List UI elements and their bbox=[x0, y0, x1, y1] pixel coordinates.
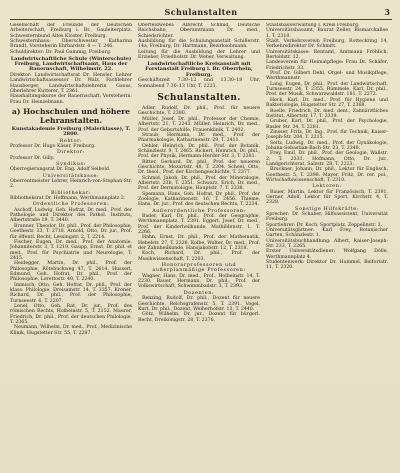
section-label: Bibliothekar: bbox=[50, 189, 92, 196]
paragraph: Koch, Richard, Dr. phil., Prof. der Musikwissenschaft, T. 2203. bbox=[138, 251, 260, 262]
section-label: Universitätskasse: bbox=[42, 172, 100, 179]
paragraph: Götz, Wilhelm, Dr. jur., Dozent für bürgerl. Recht, Dreikönigstr. 28, T. 2376. bbox=[138, 312, 260, 323]
section-label: Ordentliche Professoren: bbox=[32, 201, 110, 208]
paragraph: Universitätsbuchhandlung: Albert, Kaiser-Joseph-Str. 233, T. 2265. bbox=[266, 238, 388, 250]
paragraph: Universitätskasse: Rentamt, Amtmann Fröhlich, Bertoldstr. 12. bbox=[266, 49, 388, 61]
paragraph: Schwesternhaus: Oberschwester Katharina Brandt, Vorsteherin Ehrhardstr. 4 — T. 246. bbox=[10, 39, 132, 50]
paragraph: Seitz, Ludwig, Dr. med., Prof. der Gynäkologie, Johann-Sebastian-Bach-Str. 23, T. 2349. bbox=[266, 140, 388, 151]
paragraph: Immisch, Otto, Geh. Hofrat, Dr. phil., Prof. der klass. Philologie, Dreisamstr. 14, T. 3357. Kroner, Richard, Dr. phil., Prof. der Philosophie, Turnseestr. 6, T. 2207. bbox=[10, 282, 132, 304]
paragraph: Direktor: Landwirtschaftsrat Dr. Hensler, Lehrer Landwirtschaftsassessor Dr. Walz, Fachlehrer Hausberger, Landwirtschaftslehrerin Gauss, Oberlehrer Kutterer, T. 2361. bbox=[10, 73, 132, 95]
paragraph: Schmid, Jakob, Dr. phil., Prof. der Mineralogie, Albertstr. 23b, T. 2351. Schwarz, Erich, Dr. med., Prof. der Dermatologie, Hauptstr. 7, T. 2338. bbox=[138, 175, 260, 192]
paragraph: Hahn, Ernst, Dr. phil., Prof. der Mathematik, Hebelstr. 27, T. 2228. Kolbe, Walter, Dr. med., Prof. der Zahnheilkunde, Hansjakobstr. 12, T. 2318. bbox=[138, 235, 260, 252]
paragraph: Aschoff, Ludwig, Geh. Hofrat, Dr. med., Prof. der Pathologie und Direktor des Pathol. Instituts, Albertstraße 19, T. 3440. bbox=[10, 207, 132, 224]
section-label: Außerordentliche Professoren: bbox=[152, 207, 246, 214]
paragraph: Studentenwerk: Direktor Dr. Hummel, Belfortstr. 11, T. 2320. bbox=[266, 260, 388, 271]
paragraph: Leitung für die Ausbildung der Lehrer und Erzieher, Friedhofstr. Dr. Weber, Verwaltung. bbox=[138, 49, 260, 61]
paragraph: Heidegger, Martin, Dr. phil., Prof. der Philosophie, Rötebuckweg 47, T. 2614. Husserl, Edmund, Geh. Hofrat, Dr. phil., Prof. der Philosophie, Lorettostr. 40, T. 2240. bbox=[10, 261, 132, 283]
paragraph: Erster Universitätsdiener: Wolfgang Dölle, Werthmannplatz 4. bbox=[266, 249, 388, 260]
paragraph: Gruber, Karl, Dr. phil., Prof. der Psychologie, Basler Str. 34, T. 2281. bbox=[266, 119, 388, 130]
paragraph: Ausbildung für die Schulungsanstalt Schillerstr. 14a, Freiburg, Dr. Hartmann, Bezirksobmann. bbox=[138, 39, 260, 50]
institution-heading: Kunstakademie Freiburg (Malerklasse), T. 2800. bbox=[11, 125, 131, 138]
paragraph: Universitätsbauamt, Baurat Zeller, Bismarckallee 1, T. 2310. bbox=[266, 28, 388, 39]
paragraph: Heck, Karl, Dr. med., Prof. für Hygiene und Bakteriologie, Hugstetter Str. 27, T. 2368. bbox=[266, 97, 388, 109]
paragraph: Fischer, Eugen, Dr. med., Prof. der Anatomie, Johanniterstr. 3, T. 1219. Gaupp, Ernst, Dr. phil. et med., Prof. für Psychiatrie und Neurologie, T. 2415. bbox=[10, 239, 132, 261]
section-label: Honorarprofessoren und außerplanmäßige Professoren: bbox=[152, 262, 246, 274]
paragraph: Ritter, Gerhard, Dr. phil., Prof. der neueren Geschichte, Mozartstr. 48, T. 2204. Scheel, Otto, Dr. theol., Prof. der Kirchengeschichte, T. 2377. bbox=[138, 159, 260, 176]
paragraph: Oberfeldwebel: Albrecht Schmid, Deutsche Reichsbahn, Oberamtmann Dr. med., Schiedsrichter. bbox=[138, 23, 260, 39]
paragraph: Sprecher: Dr. Schaber, Hilfsassistent, Universität Freiburg. bbox=[266, 212, 388, 223]
paragraph: Landesverein für Heimatpflege: Frau Dr. Schäfer, Friedrichstr. 33. bbox=[266, 60, 388, 71]
column-left bbox=[10, 23, 132, 471]
institution-heading: Landwirtschaftliche Kreisanstalt mit Forstanstalt Freiburg i. Br. Oberrhein, Freiburg. bbox=[145, 60, 253, 78]
paragraph: Oberregierungsrat Dr. Eng. Adolf Seibold. bbox=[10, 167, 111, 173]
column-right bbox=[266, 23, 388, 471]
paragraph: Sportlehrer: Dr. Koch, Sportplatz, Zeppelinstr. 3. bbox=[266, 222, 383, 228]
paragraph: Geschäftszeit 7.30–12 und 13.30–18 Uhr, Sonnabend 7.30–13 Uhr, T. 2223. bbox=[138, 78, 260, 89]
page-header bbox=[10, 7, 392, 20]
paragraph: Neumann, Wilhelm, Dr. med., Prof., Medizinische Klinik, Hugstetter Str. 55, T. 2287. bbox=[10, 325, 132, 336]
section-label: Lektoren: bbox=[312, 183, 342, 190]
institution-heading: Landwirtschaftliche Schule (Winterschule) Freiburg, Landwirtschaftsamt, Haus der Bauernschaft, Wilhelmstr. 22. bbox=[10, 55, 132, 73]
paragraph: Professor Dr. Gilly. bbox=[10, 155, 55, 161]
paragraph: Benzing, Rudolf, Dr. phil., Dozent für neuere Geschichte, Reichsgrafenstr. 5, T. 2391. Vogel, Kurt, Dr. phil., Dozent, Weiherhofstr. 13, T. 2440. bbox=[138, 296, 260, 312]
paragraph: Brunner, Theodor, Dr. phil., Prof. der Philosophie, Goethestr. 33, T. 2718. Arnold, Otto, Dr. jur., Prof. für öffentl. Recht, Lessingstr. 2, T. 2214. bbox=[10, 223, 132, 240]
paragraph: Oberrentmeister Lehrer, Heinrich-von-Stephan-Str. 2. bbox=[10, 179, 132, 190]
paragraph: Frey, Emil, Dr. phil., Prof. der Geologie, Wallstr. 2, T. 2331. Hofmann, Otto, Dr. jur., Landgerichtsrat, Salzstr. 28, T. 2223. bbox=[266, 151, 388, 167]
section-heading: a) Hochschulen und höhere Lehranstalten. bbox=[11, 107, 131, 125]
running-head: Schulanstalten bbox=[164, 7, 238, 17]
paragraph: Oehler, Heinrich, Dr. phil., Prof. der Botanik, Schänzlestr. 9, T. 2465. Rickert, Heinrich, Dr. phil., Prof. der Physik, Hermann-Herder-Str. 3, T. 2381. bbox=[138, 143, 260, 160]
paragraph: Bauer, Martin, Lektor für Französisch, T. 2391. Gerner, Adolf, Lektor für Sport, Kirchstr. 4, T. 2328. bbox=[266, 189, 388, 206]
paragraph: Zinsser, Fritz, Dr. Ing., Prof. für Technik, Kaiser-Joseph-Str. 204, T. 2215. bbox=[266, 129, 388, 141]
paragraph: Spemann, Hans, Geh. Hofrat, Dr. phil., Prof. der Zoologie, Katharinenstr. 16, T. 2456. Thieme, Hans, Dr. jur., Prof. des deutschen Rechts, T. 2234. bbox=[138, 191, 260, 208]
paragraph: Haushaltungskurse der Bauernschaft, Vorsteherin: Frau Dr. Heinzelmann. bbox=[10, 94, 132, 105]
paragraph: Adler, Rudolf, Dr. phil., Prof. für neuere Geschichte, T. 2380. bbox=[138, 106, 260, 117]
text-columns bbox=[10, 23, 392, 471]
chapter-heading: Schulanstalten. bbox=[157, 93, 241, 104]
paragraph: Wagner, Hans, Dr. med., Prof., Holbeinstr. 14, T. 2230. Bauer, Hermann, Dr. phil., Prof. der Volkswirtschaft, Schwimmbadstr. 3, T. 2393. bbox=[138, 273, 260, 290]
paragraph: Bader, Karl, Dr. phil., Prof. der Geographie, Werthmannplatz, T. 2391. Eggert, Josef, Dr. med., Prof. der Kinderheilkunde, Mathildenstr. 1, T. 2266. bbox=[138, 214, 260, 236]
section-label: Rektor: bbox=[59, 137, 83, 144]
column-middle bbox=[138, 23, 260, 471]
paragraph: Bruckner, Johann, Dr. phil., Lektor für Englisch, Goethestr. 5, T. 2398. Mayer, Fritz, Dr. rer. pol., Wirtschaftswissenschaft, T. 2310. bbox=[266, 167, 388, 183]
paragraph: Prof. Dr. Gilbert Dehl, Orgel- und Musikpflege, Werthmannstr. bbox=[266, 71, 388, 82]
paragraph: Müller, Josef, Dr. phil., Professor der Chemie, Albertstr. 21, T. 2243. Müller, Heinrich, Dr. med., Prof. der Geburtshilfe, Frauenklinik, T. 2402. bbox=[138, 116, 260, 133]
paragraph: Universitätsgärtner: Karl Frey, Botanischer Garten, Schänzlestr. 1. bbox=[266, 228, 388, 239]
paragraph: Bibliotheksrat Dr. Hoffmann, Werthmannplatz 2. bbox=[10, 196, 126, 202]
section-label: Direktor: bbox=[57, 149, 85, 156]
paragraph: Städt. Verkehrsverein Freiburg, Rotteckring 14, Verkehrsdirektor Dr. Schmitt. bbox=[266, 39, 388, 50]
section-label: Sonstige Hilfskräfte: bbox=[295, 205, 359, 212]
paragraph: Staatsbauverwaltung I. Kreis Freiburg. bbox=[266, 23, 360, 28]
paragraph: Lenel, Otto, Geh. Rat, Dr. jur., Prof. des römischen Rechts, Holbeinstr. 5, T. 2152. Maurer, Friedrich, Dr. phil., Prof. der deutschen Philologie, T. 2365. bbox=[10, 303, 132, 325]
section-label: Dozenten: bbox=[183, 289, 215, 296]
paragraph: Straub, Hermann, Dr. med., Prof. der Pharmakologie, Katharinenstr. 29, T. 2411. bbox=[138, 132, 260, 144]
paragraph: Professor Dr. Hugo Käser, Freiburg. bbox=[10, 144, 96, 149]
page-number: 3 bbox=[384, 7, 390, 17]
paragraph: Schuldirektor: Dr. Paul Gammig, Freiburg. bbox=[10, 49, 112, 55]
paragraph: Gesellschaft der Freunde der Deutschen Arbeiterschaft, Freiburg i. Br., Gauleiterplatz. Schwesternbund Altes Kloster, Freiburg. bbox=[10, 23, 132, 39]
section-label: Syndikus: bbox=[56, 161, 86, 168]
paragraph: Lang, Eugen, Dr. phil., Prof. der Landwirtschaft, Turnseestr. 24, T. 2355. Rümmele, Karl, Dr. phil., Prof. der Musik, Schwarzwaldstr. 181, T. 2272. bbox=[266, 81, 388, 98]
paragraph: Roelle, Friedrich, Dr. med. dent., Zahnärztliches Institut, Albertstr. 17, T. 2339. bbox=[266, 108, 388, 119]
